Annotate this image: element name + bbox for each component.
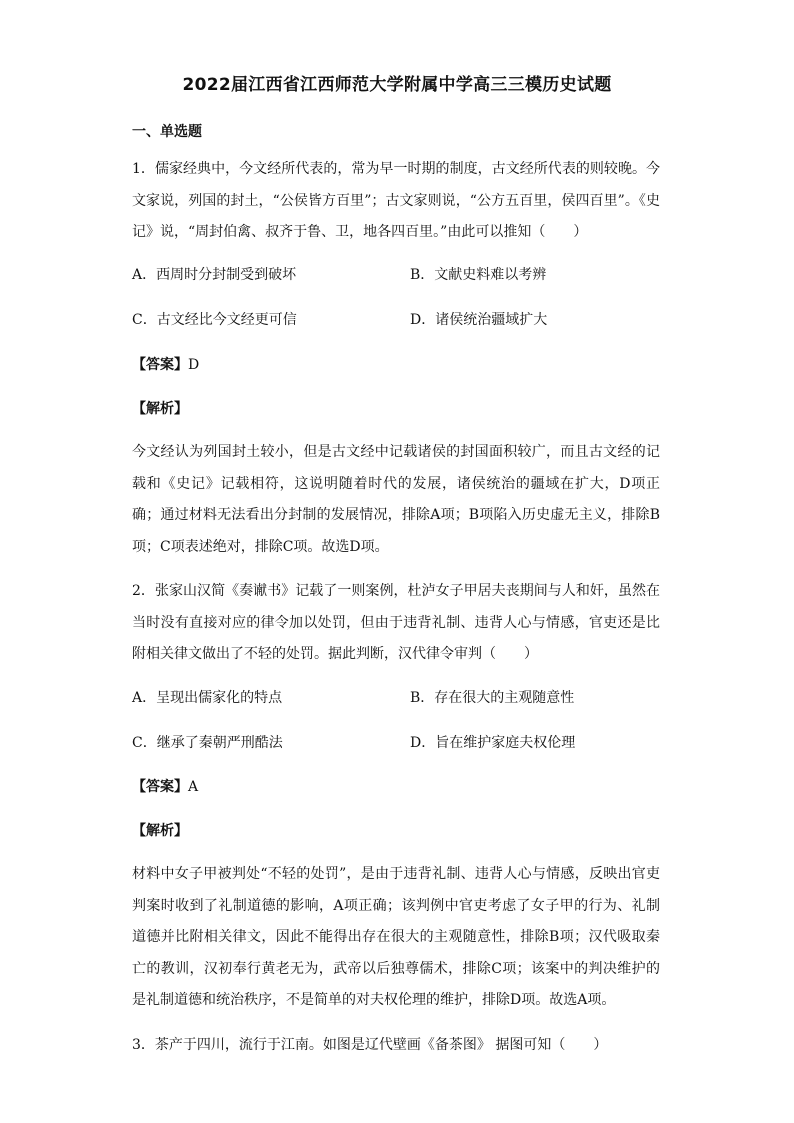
- question-2-option-d: D．旨在维护家庭夫权伦理: [410, 735, 576, 751]
- section-heading: 一、单选题: [132, 124, 202, 140]
- question-1-answer: [132, 355, 199, 375]
- question-2-option-c: C．继承了秦朝严刑酷法: [132, 735, 283, 751]
- question-1-analysis: 今文经认为列国封土较小，但是古文经中记载诸侯的封国面积较广，而且古文经的记载和《史记》记载相符，这说明随着时代的发展，诸侯统治的疆域在扩大，D项正确；通过材料无法看出分封制的发展情况，排除A项；B项陷入历史虚无主义，排除B项；C项表述绝对，排除C项。故选D项。: [132, 444, 660, 555]
- question-3-stem: 3．茶产于四川，流行于江南。如图是辽代壁画《备茶图》 据图可知（ ）: [132, 1037, 608, 1053]
- question-2-analysis: 材料中女子甲被判处“不轻的处罚”，是由于违背礼制、违背人心与情感，反映出官吏判案时收到了礼制道德的影响，A项正确；该判例中官吏考虑了女子甲的行为、礼制道德并比附相关律文，因此不能得出存在很大的主观随意性，排除B项；汉代吸取秦亡的教训，汉初奉行黄老无为，武帝以后独尊儒术，排除C项；该案中的判决维护的是礼制道德和统治秩序，不是简单的对夫权伦理的维护，排除D项。故选A项。: [132, 866, 660, 1008]
- answer-value: A: [188, 779, 199, 795]
- question-2-option-a: A．呈现出儒家化的特点: [132, 690, 283, 706]
- page-title: 2022届江西省江西师范大学附属中学高三三模历史试题: [182, 75, 612, 95]
- answer-label: 【答案】: [132, 779, 188, 795]
- answer-value: D: [188, 357, 200, 373]
- question-1-stem: 1．儒家经典中，今文经所代表的，常为早一时期的制度，古文经所代表的则较晚。今文家说，列国的封土，“公侯皆方百里”；古文家则说，“公方五百里，侯四百里”。《史记》说，“周封伯禽、叔齐于鲁、卫，地各四百里。”由此可以推知（ ）: [132, 161, 660, 240]
- answer-label: 【答案】: [132, 357, 188, 373]
- question-2-stem: 2．张家山汉简《奏谳书》记载了一则案例，杜泸女子甲居夫丧期间与人和奸，虽然在当时没有直接对应的律令加以处罚，但由于违背礼制、违背人心与情感，官吏还是比附相关律文做出了不轻的处罚。据此判断，汉代律令审判（ ）: [132, 583, 660, 662]
- question-2-answer: [132, 777, 198, 797]
- question-1-option-c: C．古文经比今文经更可信: [132, 312, 297, 328]
- question-1-analysis-label: 【解析】: [132, 401, 188, 417]
- question-1-option-d: D．诸侯统治疆域扩大: [410, 312, 548, 328]
- question-1-option-b: B．文献史料难以考辨: [410, 267, 547, 283]
- question-2-option-b: B．存在很大的主观随意性: [410, 690, 575, 706]
- question-1-option-a: A．西周时分封制受到破坏: [132, 267, 297, 283]
- question-2-analysis-label: 【解析】: [132, 823, 188, 839]
